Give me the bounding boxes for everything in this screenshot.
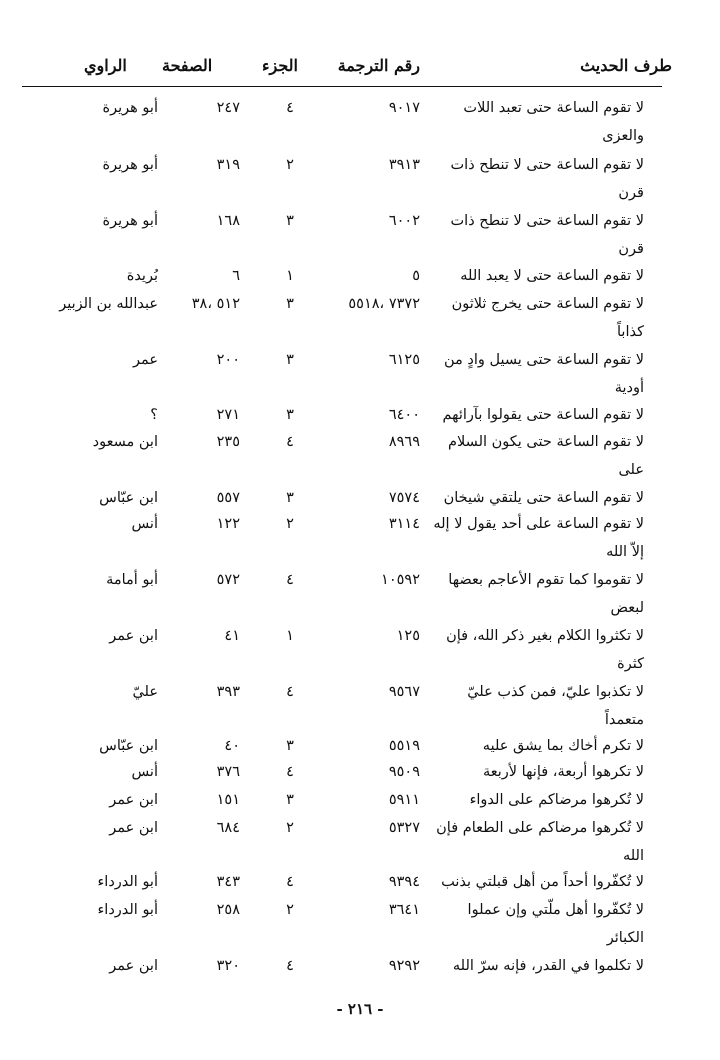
volume-number: ٤ bbox=[286, 434, 294, 450]
hadith-text-continuation: الكبائر bbox=[606, 930, 644, 946]
volume-number: ٢ bbox=[286, 902, 294, 918]
narrator-name: بُريدة bbox=[126, 268, 158, 284]
index-row bbox=[0, 566, 720, 622]
hadith-text: لا تقوم الساعة حتى يخرج ثلاثون bbox=[451, 296, 644, 312]
narrator-name: ؟ bbox=[150, 407, 158, 423]
narrator-name: أبو أمامة bbox=[106, 572, 158, 588]
page-number-cell: ٢٤٧ bbox=[216, 100, 240, 116]
hadith-text: لا تكرم أخاك بما يشق عليه bbox=[482, 738, 644, 754]
index-row bbox=[0, 952, 720, 980]
translation-number: ٩٠١٧ bbox=[388, 100, 420, 116]
translation-number: ٩٥٦٧ bbox=[388, 684, 420, 700]
translation-number: ٩٥٠٩ bbox=[388, 764, 420, 780]
index-row bbox=[0, 758, 720, 786]
narrator-name: أبو الدرداء bbox=[97, 874, 158, 890]
header-rule bbox=[22, 86, 662, 87]
hadith-text: لا تكذبوا عليّ، فمن كذب عليّ bbox=[467, 684, 644, 700]
index-row bbox=[0, 262, 720, 290]
volume-number: ٣ bbox=[286, 490, 294, 506]
page-number-cell: ٥١٢ ،٣٨ bbox=[191, 296, 240, 312]
page-number: - ٢١٦ - bbox=[336, 1000, 384, 1018]
page-number-cell: ٣١٩ bbox=[216, 157, 240, 173]
index-row bbox=[0, 814, 720, 870]
index-row bbox=[0, 346, 720, 402]
hadith-text: لا تُكفّروا أهل ملّتي وإن عملوا bbox=[467, 902, 644, 918]
index-row bbox=[0, 401, 720, 429]
index-row bbox=[0, 290, 720, 346]
header-number: رقم الترجمة bbox=[337, 56, 420, 75]
translation-number: ٨٩٦٩ bbox=[388, 434, 420, 450]
narrator-name: ابن مسعود bbox=[92, 434, 158, 450]
hadith-text: لا تقوم الساعة حتى لا تنطح ذات bbox=[450, 157, 644, 173]
translation-number: ٩٣٩٤ bbox=[388, 874, 420, 890]
volume-number: ٣ bbox=[286, 296, 294, 312]
narrator-name: أبو الدرداء bbox=[97, 902, 158, 918]
hadith-text-continuation: كثرة bbox=[617, 656, 644, 672]
translation-number: ١٢٥ bbox=[396, 628, 420, 644]
index-row bbox=[0, 786, 720, 814]
volume-number: ٤ bbox=[286, 100, 294, 116]
hadith-text: لا تكلموا في القدر، فإنه سرّ الله bbox=[452, 958, 644, 974]
volume-number: ٢ bbox=[286, 516, 294, 532]
page-number-cell: ٦٨٤ bbox=[216, 820, 240, 836]
header-narrator: الراوي bbox=[84, 56, 127, 75]
hadith-text-continuation: متعمداً bbox=[604, 712, 644, 728]
index-row bbox=[0, 151, 720, 207]
translation-number: ٣١١٤ bbox=[388, 516, 420, 532]
hadith-text: لا تقوم الساعة حتى تعبد اللات bbox=[463, 100, 644, 116]
page-number-cell: ٦ bbox=[232, 268, 240, 284]
narrator-name: أنس bbox=[131, 516, 158, 532]
hadith-text-continuation: إلاّ الله bbox=[606, 544, 644, 560]
index-row bbox=[0, 868, 720, 896]
narrator-name: ابن عمر bbox=[109, 792, 158, 808]
hadith-text-continuation: لبعض bbox=[610, 600, 644, 616]
index-row bbox=[0, 94, 720, 150]
translation-number: ٧٣٧٢ ،٥٥١٨ bbox=[348, 296, 420, 312]
narrator-name: ابن عبّاس bbox=[99, 490, 158, 506]
translation-number: ٥٩١١ bbox=[388, 792, 420, 808]
volume-number: ١ bbox=[286, 628, 294, 644]
hadith-text-continuation: أودية bbox=[614, 380, 644, 396]
narrator-name: ابن عمر bbox=[109, 820, 158, 836]
translation-number: ٣٩١٣ bbox=[388, 157, 420, 173]
narrator-name: أبو هريرة bbox=[102, 213, 158, 229]
translation-number: ١٠٥٩٢ bbox=[381, 572, 420, 588]
hadith-text: لا تكثروا الكلام بغير ذكر الله، فإن bbox=[446, 628, 644, 644]
volume-number: ٤ bbox=[286, 684, 294, 700]
page-number-cell: ٥٧٢ bbox=[216, 572, 240, 588]
volume-number: ٢ bbox=[286, 820, 294, 836]
hadith-text-continuation: والعزى bbox=[602, 128, 644, 144]
volume-number: ٤ bbox=[286, 874, 294, 890]
hadith-text-continuation: قرن bbox=[618, 185, 644, 201]
hadith-text: لا تقوم الساعة حتى لا تنطح ذات bbox=[450, 213, 644, 229]
hadith-text: لا تكرهوا أربعة، فإنها لأربعة bbox=[483, 764, 644, 780]
header-hadith: طرف الحديث bbox=[580, 56, 672, 75]
header-volume: الجزء bbox=[262, 56, 298, 75]
narrator-name: أبو هريرة bbox=[102, 157, 158, 173]
hadith-text-continuation: قرن bbox=[618, 241, 644, 257]
page-number-cell: ٤٠ bbox=[224, 738, 240, 754]
page-number-cell: ٤١ bbox=[224, 628, 240, 644]
page-number-cell: ١٥١ bbox=[216, 792, 240, 808]
translation-number: ٦٤٠٠ bbox=[388, 407, 420, 423]
index-row bbox=[0, 622, 720, 678]
hadith-text: لا تُكفّروا أحداً من أهل قبلتي بذنب bbox=[441, 874, 644, 890]
translation-number: ٧٥٧٤ bbox=[388, 490, 420, 506]
page-number-cell: ٣٢٠ bbox=[216, 958, 240, 974]
narrator-name: أنس bbox=[131, 764, 158, 780]
index-row bbox=[0, 207, 720, 263]
translation-number: ٦١٢٥ bbox=[388, 352, 420, 368]
header-page: الصفحة bbox=[162, 56, 213, 75]
narrator-name: عليّ bbox=[132, 684, 158, 700]
page-number-cell: ١٦٨ bbox=[216, 213, 240, 229]
index-row bbox=[0, 896, 720, 952]
narrator-name: ابن عمر bbox=[109, 958, 158, 974]
hadith-text: لا تقوم الساعة حتى يقولوا بآرائهم bbox=[442, 407, 644, 423]
index-row bbox=[0, 510, 720, 566]
translation-number: ٥٣٢٧ bbox=[388, 820, 420, 836]
narrator-name: ابن عبّاس bbox=[99, 738, 158, 754]
hadith-text-continuation: الله bbox=[622, 848, 644, 864]
narrator-name: عمر bbox=[132, 352, 158, 368]
hadith-text: لا تقوم الساعة حتى يلتقي شيخان bbox=[443, 490, 644, 506]
translation-number: ٥٥١٩ bbox=[388, 738, 420, 754]
volume-number: ١ bbox=[286, 268, 294, 284]
hadith-text: لا تُكرهوا مرضاكم على الدواء bbox=[469, 792, 644, 808]
page-number-cell: ٥٥٧ bbox=[216, 490, 240, 506]
hadith-text: لا تقوم الساعة حتى لا يعبد الله bbox=[460, 268, 644, 284]
volume-number: ٣ bbox=[286, 352, 294, 368]
page-number-cell: ٢٣٥ bbox=[216, 434, 240, 450]
page-number-cell: ١٢٢ bbox=[216, 516, 240, 532]
narrator-name: ابن عمر bbox=[109, 628, 158, 644]
volume-number: ٢ bbox=[286, 157, 294, 173]
translation-number: ٩٢٩٢ bbox=[388, 958, 420, 974]
translation-number: ٣٦٤١ bbox=[388, 902, 420, 918]
index-row bbox=[0, 732, 720, 760]
hadith-text: لا تقوم الساعة على أحد يقول لا إله bbox=[433, 516, 644, 532]
page-number-cell: ٣٩٣ bbox=[216, 684, 240, 700]
volume-number: ٣ bbox=[286, 792, 294, 808]
narrator-name: أبو هريرة bbox=[102, 100, 158, 116]
volume-number: ٣ bbox=[286, 738, 294, 754]
hadith-text: لا تقوم الساعة حتى يكون السلام bbox=[448, 434, 644, 450]
hadith-text: لا تُكرهوا مرضاكم على الطعام فإن bbox=[436, 820, 644, 836]
page-number-cell: ٢٥٨ bbox=[216, 902, 240, 918]
volume-number: ٣ bbox=[286, 213, 294, 229]
volume-number: ٣ bbox=[286, 407, 294, 423]
hadith-text: لا تقوموا كما تقوم الأعاجم بعضها bbox=[448, 572, 644, 588]
volume-number: ٤ bbox=[286, 958, 294, 974]
volume-number: ٤ bbox=[286, 572, 294, 588]
page-number-cell: ٣٧٦ bbox=[216, 764, 240, 780]
narrator-name: عبدالله بن الزبير bbox=[59, 296, 158, 312]
page-number-cell: ٢٠٠ bbox=[216, 352, 240, 368]
page-number-cell: ٢٧١ bbox=[216, 407, 240, 423]
index-row bbox=[0, 484, 720, 512]
volume-number: ٤ bbox=[286, 764, 294, 780]
index-row bbox=[0, 678, 720, 734]
translation-number: ٥ bbox=[412, 268, 420, 284]
translation-number: ٦٠٠٢ bbox=[388, 213, 420, 229]
hadith-text-continuation: كذاباً bbox=[617, 324, 644, 340]
index-row bbox=[0, 428, 720, 484]
hadith-text-continuation: على bbox=[618, 462, 644, 478]
page-number-cell: ٣٤٣ bbox=[216, 874, 240, 890]
hadith-text: لا تقوم الساعة حتى يسيل وادٍ من bbox=[443, 352, 644, 368]
